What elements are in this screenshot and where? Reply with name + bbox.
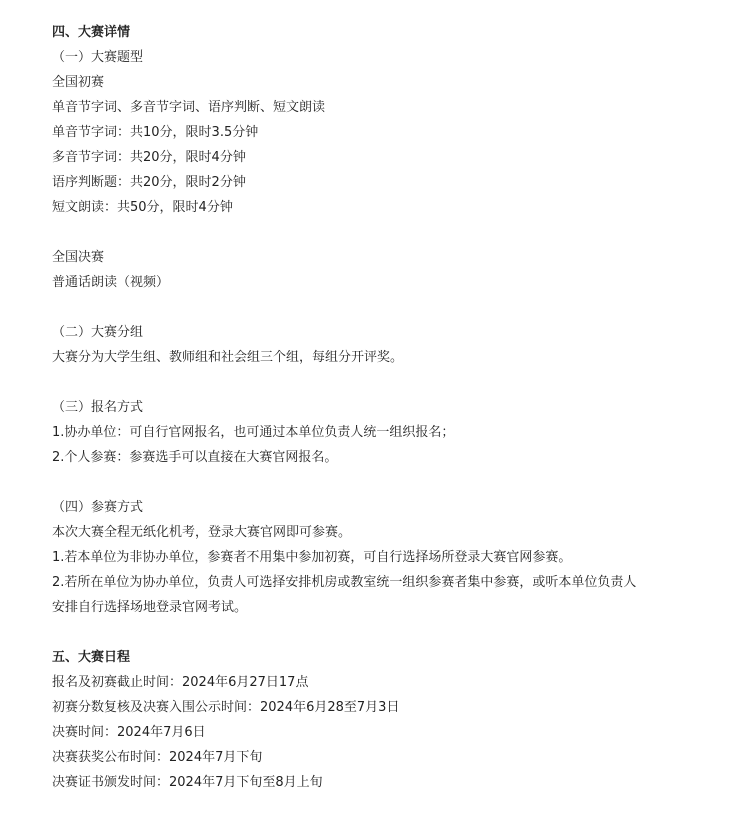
schedule-certificate: 决赛证书颁发时间：2024年7月下旬至8月上旬 xyxy=(52,775,323,790)
participation-intro: 本次大赛全程无纸化机考，登录大赛官网即可参赛。 xyxy=(52,525,352,540)
registration-heading: （三）报名方式 xyxy=(52,400,144,415)
schedule-deadline: 报名及初赛截止时间：2024年6月27日17点 xyxy=(52,675,309,690)
format-heading: （一）大赛题型 xyxy=(52,50,144,65)
schedule-award: 决赛获奖公布时间：2024年7月下旬 xyxy=(52,750,263,765)
schedule-review: 初赛分数复核及决赛入围公示时间：2024年6月28至7月3日 xyxy=(52,700,400,715)
participation-heading: （四）参赛方式 xyxy=(52,500,144,515)
multi-syllable-rule: 多音节字词：共20分，限时4分钟 xyxy=(52,150,246,165)
participation-item-2-line-2: 安排自行选择场地登录官网考试。 xyxy=(52,600,248,615)
registration-item-1: 1.协办单位：可自行官网报名，也可通过本单位负责人统一组织报名； xyxy=(52,425,455,440)
prelim-title: 全国初赛 xyxy=(52,75,105,90)
groups-heading: （二）大赛分组 xyxy=(52,325,144,340)
single-syllable-rule: 单音节字词：共10分，限时3.5分钟 xyxy=(52,125,259,140)
prelim-items: 单音节字词、多音节字词、语序判断、短文朗读 xyxy=(52,100,326,115)
registration-item-2: 2.个人参赛：参赛选手可以直接在大赛官网报名。 xyxy=(52,450,338,465)
groups-text: 大赛分为大学生组、教师组和社会组三个组，每组分开评奖。 xyxy=(52,350,404,365)
section4-heading: 四、大赛详情 xyxy=(52,25,131,40)
reading-rule: 短文朗读：共50分，限时4分钟 xyxy=(52,200,233,215)
final-title: 全国决赛 xyxy=(52,250,105,265)
participation-item-1: 1.若本单位为非协办单位，参赛者不用集中参加初赛，可自行选择场所登录大赛官网参赛。 xyxy=(52,550,572,565)
word-order-rule: 语序判断题：共20分，限时2分钟 xyxy=(52,175,246,190)
schedule-final: 决赛时间：2024年7月6日 xyxy=(52,725,206,740)
participation-item-2-line-1: 2.若所在单位为协办单位，负责人可选择安排机房或教室统一组织参赛者集中参赛，或听本单位负责人 xyxy=(52,575,637,590)
section5-heading: 五、大赛日程 xyxy=(52,650,131,665)
final-item: 普通话朗读（视频） xyxy=(52,275,170,290)
